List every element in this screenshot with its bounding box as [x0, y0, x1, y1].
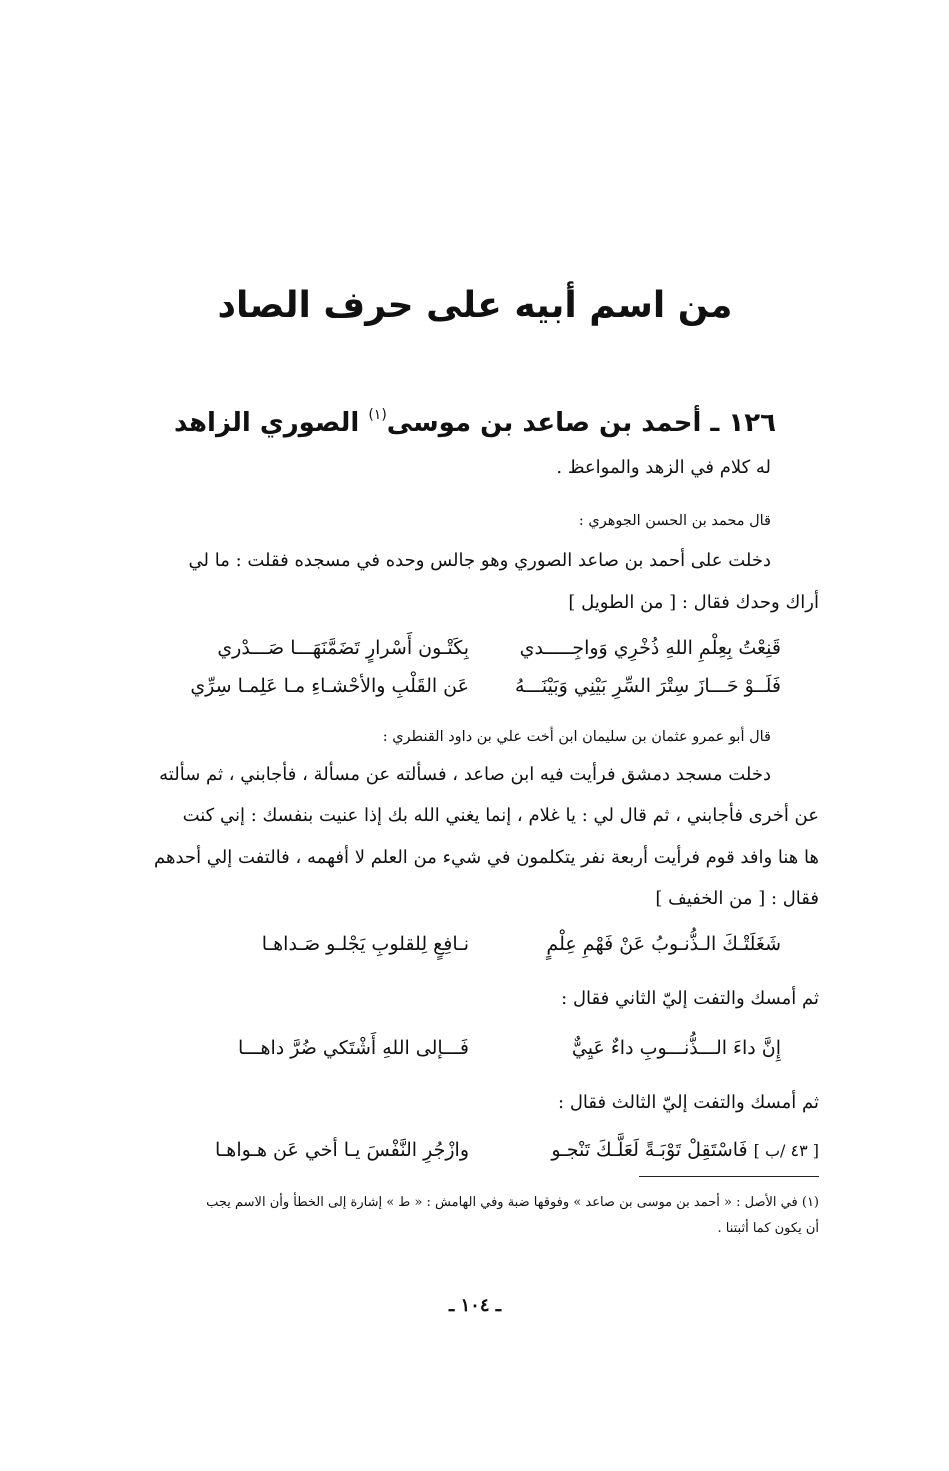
- text-line: دخلت على أحمد بن صاعد الصوري وهو جالس وحده في مسجده فقلت : ما لي: [188, 550, 771, 571]
- narrator-line: قال محمد بن الحسن الجوهري :: [578, 513, 771, 529]
- verse-line: [129, 927, 819, 961]
- verse-second-hemistich: وازْجُرِ النَّفْسَ يـا أخي عَن هـواهـا: [214, 1139, 469, 1161]
- verse-line: [129, 669, 819, 703]
- folio-marker: [ ٤٣ /ب ]: [753, 1141, 819, 1160]
- page-number: ـ ١٠٤ ـ: [448, 1295, 502, 1316]
- verse-first-hemistich: فَاسْتَقِلْ تَوْبَـةً لَعَلَّـكَ تَنْجـو: [551, 1139, 748, 1161]
- footnote-divider: [639, 1176, 819, 1177]
- verse-first-hemistich: شَغَلَتْـكَ الـذُّنـوبُ عَنْ فَهْمِ عِلْمٍ: [546, 933, 781, 955]
- text-line: له كلام في الزهد والمواعظ .: [556, 457, 771, 478]
- footnote-line: أن يكون كما أثبتنا .: [717, 1221, 819, 1236]
- verse-second-hemistich: بِكَتْـون أَسْرارٍ تَضَمَّنَهَـــا صَـــدْري: [217, 637, 469, 659]
- verse-first-hemistich: قَنِعْتُ بِعِلْمِ اللهِ ذُخْرِي وَواجِـــــدي: [519, 637, 781, 659]
- text-line: فقال : [ من الخفيف ]: [655, 888, 819, 909]
- verse-line: [129, 631, 819, 665]
- verse-line: [129, 1031, 819, 1065]
- verse-line: [129, 1133, 819, 1167]
- verse-first-hemistich-with-marker: [489, 1133, 819, 1168]
- entry-heading-tail: الصوري الزاهد: [174, 408, 369, 438]
- entry-heading-main: ١٢٦ ـ أحمد بن صاعد بن موسى: [386, 408, 776, 438]
- text-line: دخلت مسجد دمشق فرأيت فيه ابن صاعد ، فسألته عن مسألة ، فأجابني ، ثم سألته: [159, 764, 771, 785]
- text-line: أراك وحدك فقال : [ من الطويل ]: [568, 592, 819, 613]
- verse-second-hemistich: نـافِعٍ لِلقلوبِ يَجْلـو صَـداهـا: [261, 933, 469, 955]
- chapter-title: من اسم أبيه على حرف الصاد: [217, 285, 733, 326]
- footnote-reference: (١): [368, 407, 387, 423]
- footnote: [129, 1190, 819, 1242]
- text-line: ثم أمسك والتفت إليّ الثاني فقال :: [561, 988, 819, 1009]
- verse-second-hemistich: عَن القَلْبِ والأحْشـاءِ مـا عَلِمـا سِرِّي: [190, 675, 469, 697]
- text-line: عن أخرى فأجابني ، ثم قال لي : يا غلام ، إنما يغني الله بك إذا عنيت بنفسك : إني كنت: [182, 805, 819, 826]
- text-line: ها هنا وافد قوم فرأيت أربعة نفر يتكلمون في شيء من العلم لا أفهمه ، فالتفت إلي أحدهم: [154, 847, 819, 868]
- verse-first-hemistich: فَلَــوْ حَـــازَ سِتْرَ السِّرِ بَيْنِي وَبَيْنَـــهُ: [515, 675, 781, 697]
- entry-heading: [120, 395, 830, 443]
- narrator-line: قال أبو عمرو عثمان بن سليمان ابن أخت علي بن داود القنطري :: [382, 729, 771, 745]
- verse-first-hemistich: إِنَّ داءَ الـــذُّنـــوبِ داءٌ عَيِيٌّ: [571, 1037, 781, 1059]
- verse-second-hemistich: فَـــإلى اللهِ أَشْتَكي ضُرَّ داهـــا: [237, 1037, 469, 1059]
- footnote-line: (١) في الأصل : « أحمد بن موسى بن صاعد » وفوقها ضبة وفي الهامش : « ط » إشارة إلى الخطأ وأن الاسم يجب: [206, 1195, 819, 1210]
- text-line: ثم أمسك والتفت إليّ الثالث فقال :: [558, 1092, 819, 1113]
